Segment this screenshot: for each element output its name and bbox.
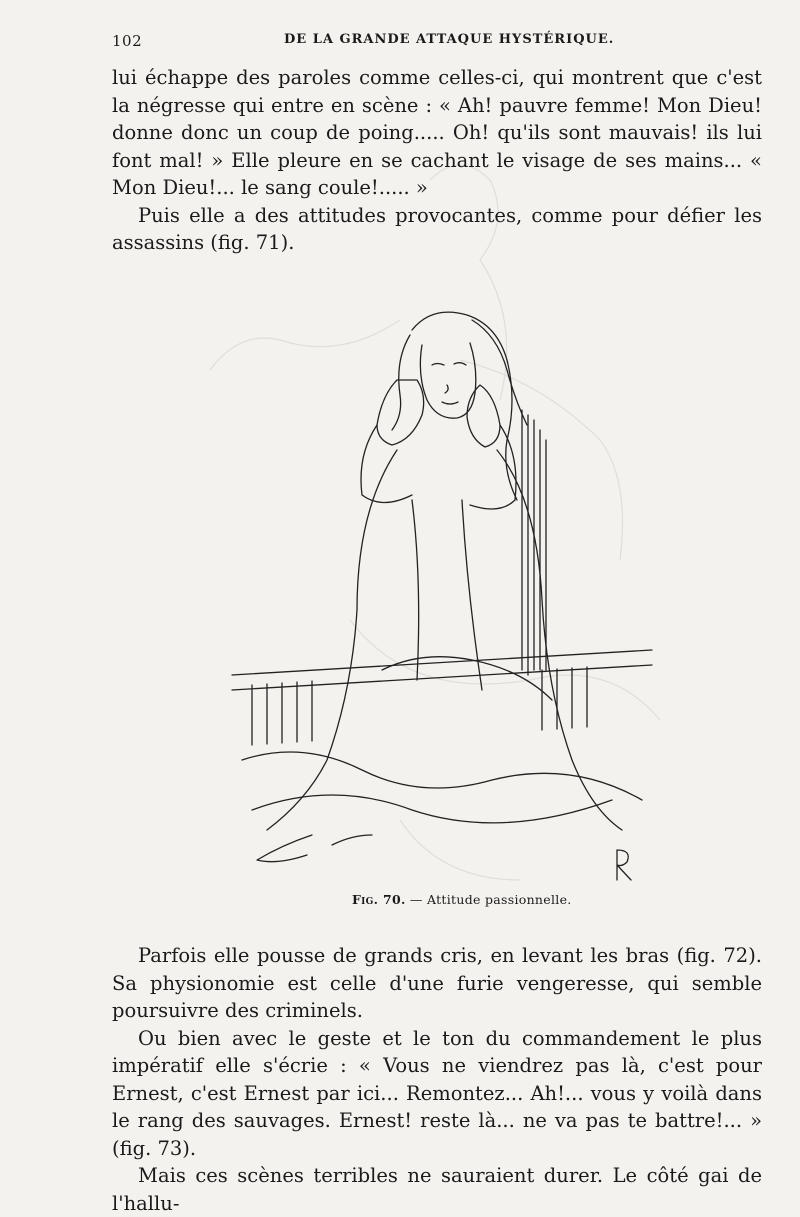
page-number: 102 [112, 32, 143, 50]
figure-illustration [222, 290, 662, 890]
paragraph: Puis elle a des attitudes provocantes, comme pour défier les assassins (fig. 71). [112, 203, 762, 254]
page-header [112, 30, 692, 54]
body-text-top [112, 64, 762, 257]
figure-caption-text: — Attitude passionnelle. [409, 892, 572, 907]
paragraph: Ou bien avec le geste et le ton du commandement le plus impératif elle s'écrie : « Vous ne viendrez pas là, c'est pour Ernest, c'est Ernest par ici... Remontez... Ah!... vous y voilà dans le rang des sauvages. Ernest! reste là... ne va pas te battre!... » (fig. 73). [112, 1026, 762, 1160]
figure-label: Fig. 70. [352, 892, 406, 907]
body-text-bottom [112, 942, 762, 1217]
paragraph: lui échappe des paroles comme celles-ci, qui montrent que c'est la négresse qui entre en scène : « Ah! pauvre femme! Mon Dieu! donne donc un coup de poing..... Oh! qu'ils sont mauvais! ils lui font mal! » Elle pleure en se cachant le visage de ses mains... « Mon Dieu!... le sang coule!..... » [112, 66, 762, 199]
paragraph: Parfois elle pousse de grands cris, en levant les bras (fig. 72). Sa physionomie est celle d'une furie vengeresse, qui semble poursuivre des criminels. [112, 944, 762, 1022]
paragraph: Mais ces scènes terribles ne sauraient durer. Le côté gai de l'hallu- [112, 1164, 762, 1215]
running-title: DE LA GRANDE ATTAQUE HYSTÉRIQUE. [284, 32, 615, 47]
figure-caption [352, 892, 572, 907]
